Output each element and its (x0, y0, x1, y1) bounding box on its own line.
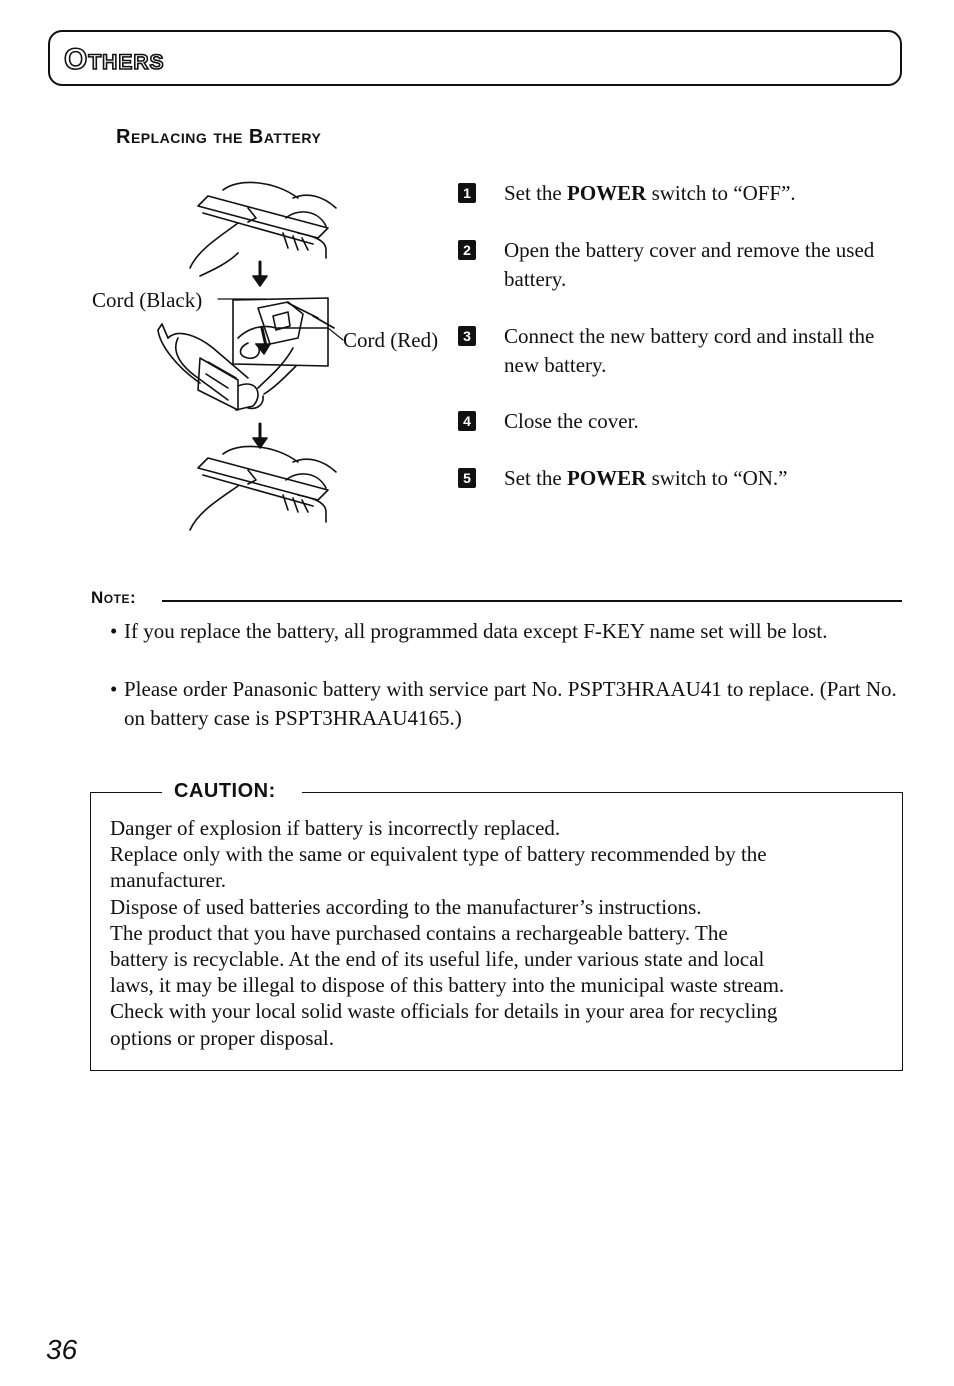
step-4 (458, 407, 898, 439)
step-3 (458, 322, 898, 382)
caution-line: manufacturer. (110, 868, 227, 893)
step-text: Connect the new battery cord and install the new battery. (504, 324, 875, 377)
caution-border-top-left (90, 792, 162, 793)
caution-border-top-right (302, 792, 903, 793)
step-2 (458, 236, 898, 296)
step-text: Close the cover. (504, 409, 639, 433)
handset-closed-bottom-drawing (190, 446, 336, 530)
caution-line: Danger of explosion if battery is incorrectly replaced. (110, 816, 561, 840)
note-item (110, 617, 900, 675)
page-number: 36 (46, 1334, 78, 1365)
step-text: Set the POWER switch to “OFF”. (504, 181, 796, 205)
cord-black-label: Cord (Black) (92, 288, 203, 312)
handset-open-middle-drawing (158, 298, 334, 410)
caution-line: Replace only with the same or equivalent type of battery recommended by the (110, 842, 767, 867)
step-1 (458, 179, 898, 211)
caution-line: The product that you have purchased contains a rechargeable battery. The (110, 920, 728, 945)
caution-label: CAUTION: (174, 780, 276, 802)
note-divider (162, 600, 902, 602)
note-item-text: If you replace the battery, all programmed data except F-KEY name set will be lost. (124, 619, 828, 643)
note-item (110, 675, 900, 733)
battery-diagram-svg (88, 178, 468, 538)
step-number-badge: 3 (458, 326, 476, 346)
cord-red-label: Cord (Red) (343, 328, 439, 352)
step-number-badge: 4 (458, 411, 476, 431)
bullet-icon: • (110, 619, 118, 643)
bullet-icon: • (110, 677, 118, 701)
step-number-badge: 2 (458, 240, 476, 260)
caution-line: battery is recyclable. At the end of its useful life, under various state and local (110, 947, 765, 972)
step-text: Open the battery cover and remove the used battery. (504, 238, 875, 291)
step-number-badge: 5 (458, 468, 476, 488)
caution-line: options or proper disposal. (110, 1025, 334, 1050)
note-label: Note: (91, 588, 137, 607)
caution-line: Check with your local solid waste officials for details in your area for recycling (110, 999, 778, 1024)
note-item-text: Please order Panasonic battery with service part No. PSPT3HRAAU41 to replace. (Part No. on battery case is PSPT3HRAAU4165.) (124, 677, 897, 730)
page-subheading: Replacing the Battery (116, 126, 322, 148)
step-5 (458, 464, 898, 496)
step-text: Set the POWER switch to “ON.” (504, 466, 788, 490)
caution-line: Dispose of used batteries according to the manufacturer’s instructions. (110, 894, 702, 919)
battery-replacement-illustration (88, 178, 468, 538)
section-header-box (48, 30, 902, 86)
caution-line: laws, it may be illegal to dispose of this battery into the municipal waste stream. (110, 973, 785, 998)
step-number-badge: 1 (458, 183, 476, 203)
handset-closed-top-drawing (190, 182, 336, 276)
section-title: Others (64, 43, 165, 76)
caution-text (110, 815, 894, 1051)
